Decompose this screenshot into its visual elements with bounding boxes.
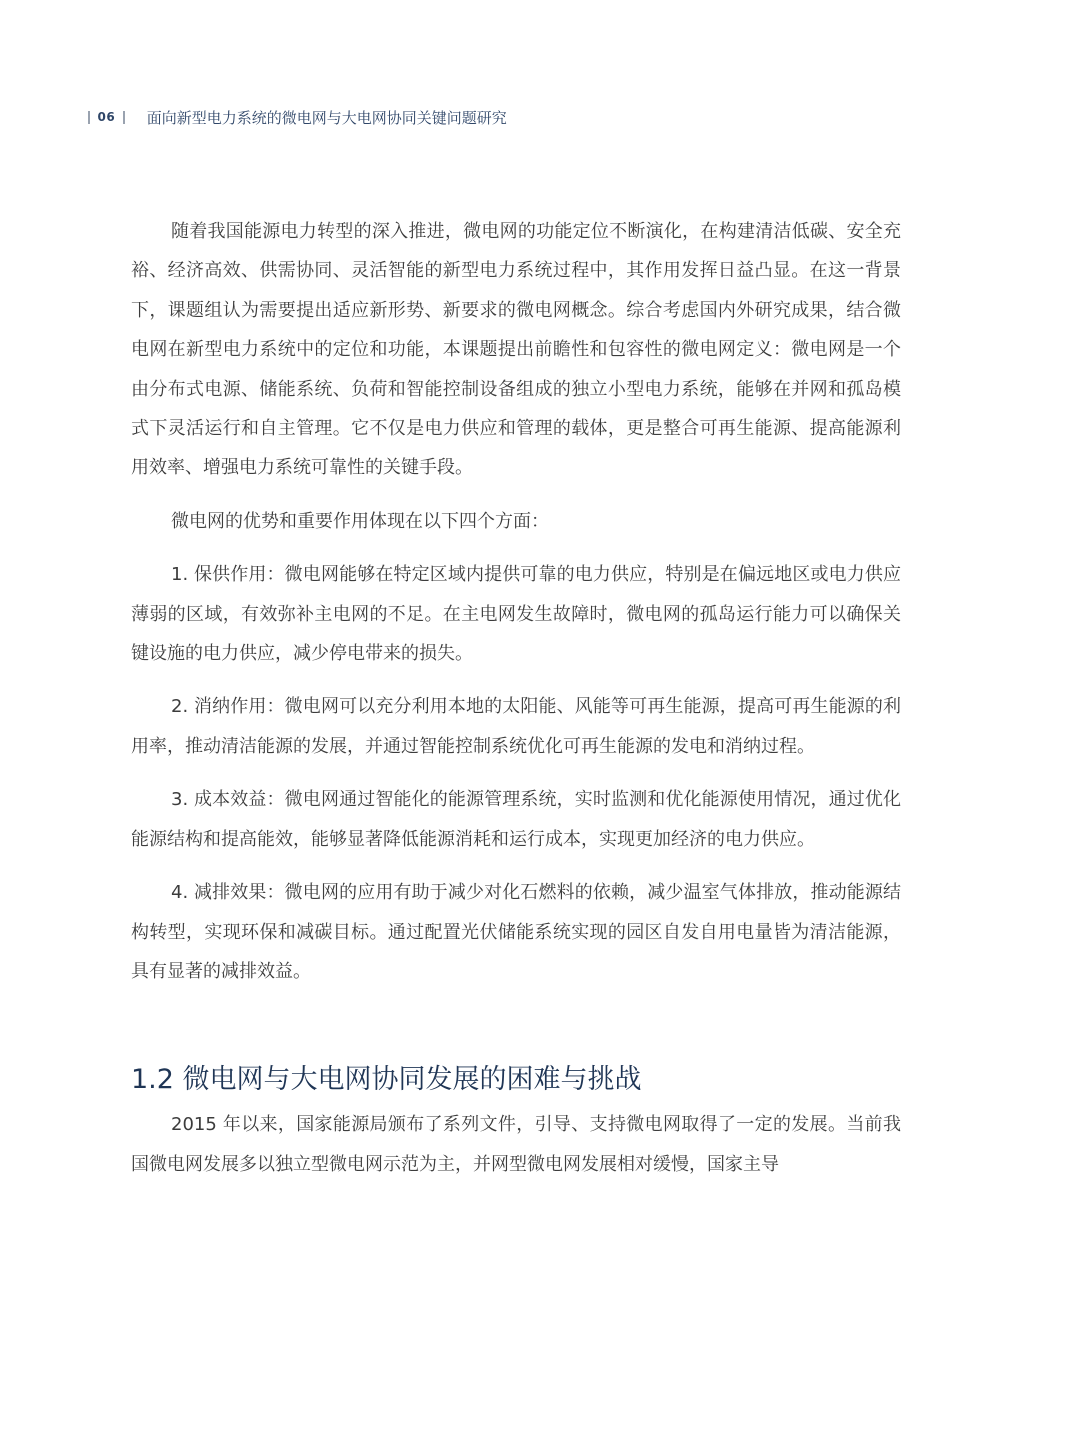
section-heading: 1.2 微电网与大电网协同发展的困难与挑战 <box>131 1064 642 1096</box>
advantage-item-4: 4. 减排效果：微电网的应用有助于减少对化石燃料的依赖，减少温室气体排放，推动能源结构转型，实现环保和减碳目标。通过配置光伏储能系统实现的园区自发自用电量皆为清洁能源，具有显著的减排效益。 <box>131 882 901 982</box>
advantage-item-1: 1. 保供作用：微电网能够在特定区域内提供可靠的电力供应，特别是在偏远地区或电力供应薄弱的区域，有效弥补主电网的不足。在主电网发生故障时，微电网的孤岛运行能力可以确保关键设施的电力供应，减少停电带来的损失。 <box>131 564 901 665</box>
running-header <box>88 106 507 128</box>
page-number: 06 <box>97 110 116 124</box>
header-divider-right <box>123 111 125 124</box>
advantages-lead: 微电网的优势和重要作用体现在以下四个方面： <box>171 510 549 532</box>
advantage-item-3: 3. 成本效益：微电网通过智能化的能源管理系统，实时监测和优化能源使用情况，通过优化能源结构和提高能效，能够显著降低能源消耗和运行成本，实现更加经济的电力供应。 <box>131 789 901 850</box>
header-divider-left <box>88 111 90 124</box>
advantage-item-2: 2. 消纳作用：微电网可以充分利用本地的太阳能、风能等可再生能源，提高可再生能源的利用率，推动清洁能源的发展，并通过智能控制系统优化可再生能源的发电和消纳过程。 <box>131 696 901 757</box>
section-paragraph: 2015 年以来，国家能源局颁布了系列文件，引导、支持微电网取得了一定的发展。当前我国微电网发展多以独立型微电网示范为主，并网型微电网发展相对缓慢，国家主导 <box>131 1114 901 1175</box>
running-title: 面向新型电力系统的微电网与大电网协同关键问题研究 <box>146 108 507 127</box>
page-body <box>131 212 901 1184</box>
intro-paragraph: 随着我国能源电力转型的深入推进，微电网的功能定位不断演化，在构建清洁低碳、安全充裕、经济高效、供需协同、灵活智能的新型电力系统过程中，其作用发挥日益凸显。在这一背景下，课题组认为需要提出适应新形势、新要求的微电网概念。综合考虑国内外研究成果，结合微电网在新型电力系统中的定位和功能，本课题提出前瞻性和包容性的微电网定义：微电网是一个由分布式电源、储能系统、负荷和智能控制设备组成的独立小型电力系统，能够在并网和孤岛模式下灵活运行和自主管理。它不仅是电力供应和管理的载体，更是整合可再生能源、提高能源利用效率、增强电力系统可靠性的关键手段。 <box>131 221 901 479</box>
